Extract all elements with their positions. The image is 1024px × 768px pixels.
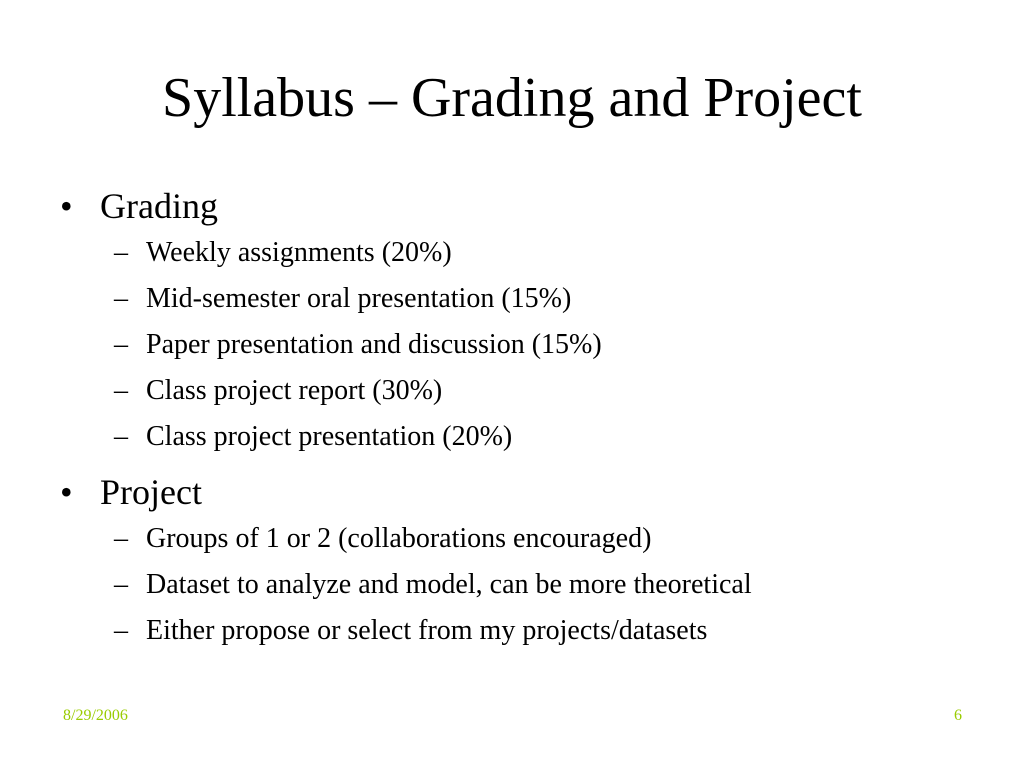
grading-heading-row	[60, 182, 980, 230]
grading-item	[106, 368, 980, 414]
grading-items	[106, 230, 980, 460]
grading-item-text: Mid-semester oral presentation (15%)	[146, 283, 572, 314]
sub-bullet-marker: –	[114, 283, 128, 314]
project-item	[106, 562, 980, 608]
slide-content	[60, 182, 980, 654]
sub-bullet-marker: –	[114, 421, 128, 452]
project-heading: Project	[100, 472, 202, 512]
sub-bullet-marker: –	[114, 375, 128, 406]
grading-item	[106, 322, 980, 368]
project-item-text: Either propose or select from my projects/datasets	[146, 615, 708, 646]
slide-title: Syllabus – Grading and Project	[162, 67, 862, 129]
sub-bullet-marker: –	[114, 237, 128, 268]
grading-heading: Grading	[100, 186, 218, 226]
project-items	[106, 516, 980, 654]
bullet-marker: •	[60, 472, 73, 512]
sub-bullet-marker: –	[114, 615, 128, 646]
grading-section	[60, 182, 980, 460]
project-item-text: Dataset to analyze and model, can be more theoretical	[146, 569, 752, 600]
grading-item-text: Weekly assignments (20%)	[146, 237, 452, 268]
section-gap	[60, 460, 980, 468]
grading-item-text: Paper presentation and discussion (15%)	[146, 329, 602, 360]
sub-bullet-marker: –	[114, 329, 128, 360]
project-heading-row	[60, 468, 980, 516]
project-section	[60, 468, 980, 654]
grading-item-text: Class project report (30%)	[146, 375, 443, 406]
footer-date: 8/29/2006	[63, 707, 128, 724]
grading-item-text: Class project presentation (20%)	[146, 421, 513, 452]
project-item-text: Groups of 1 or 2 (collaborations encouraged)	[146, 523, 652, 554]
sub-bullet-marker: –	[114, 569, 128, 600]
grading-item	[106, 230, 980, 276]
grading-item	[106, 414, 980, 460]
bullet-marker: •	[60, 186, 73, 226]
sub-bullet-marker: –	[114, 523, 128, 554]
grading-item	[106, 276, 980, 322]
project-item	[106, 516, 980, 562]
footer-page-number: 6	[954, 707, 962, 724]
project-item	[106, 608, 980, 654]
